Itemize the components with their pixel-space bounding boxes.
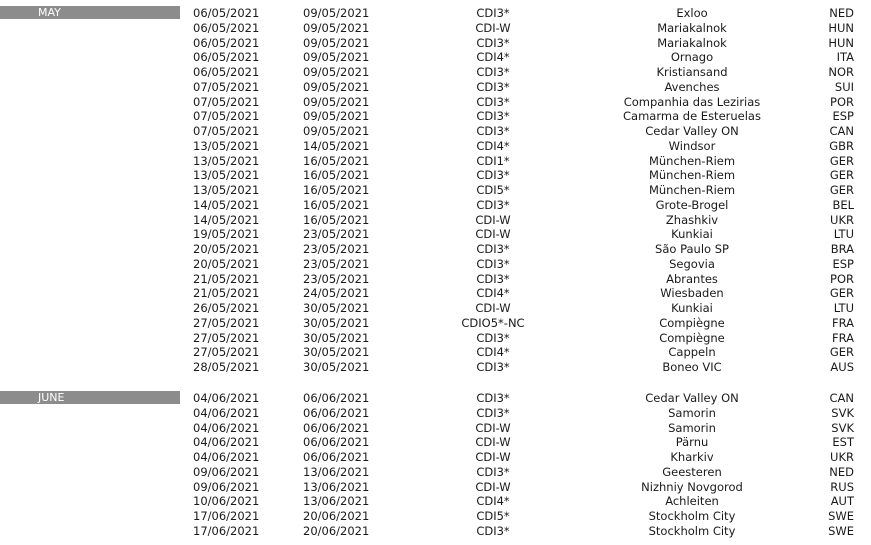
- event-start-date: 04/06/2021: [193, 435, 260, 450]
- event-category: CDI4*: [476, 50, 510, 65]
- event-category: CDI3*: [476, 109, 510, 124]
- event-start-date: 20/05/2021: [193, 242, 260, 256]
- event-row: [0, 286, 871, 301]
- event-end-date: 06/06/2021: [303, 405, 370, 420]
- event-row: [0, 242, 871, 257]
- event-list-june: [0, 391, 871, 539]
- event-row: [0, 183, 871, 198]
- event-start-date: 21/05/2021: [193, 286, 260, 301]
- event-venue: Achleiten: [665, 494, 719, 509]
- event-end-date: 20/06/2021: [303, 523, 370, 538]
- event-category: CDI5*: [476, 509, 510, 523]
- event-venue: Companhia das Lezirias: [623, 94, 761, 109]
- event-end-date: 09/05/2021: [303, 65, 370, 79]
- event-end-date: 06/06/2021: [303, 420, 370, 435]
- event-row: [0, 465, 871, 480]
- event-venue: Windsor: [668, 138, 716, 153]
- event-category: CDI4*: [476, 138, 510, 153]
- event-category: CDI3*: [476, 6, 510, 20]
- event-category: CDI-W: [475, 227, 511, 242]
- event-end-date: 30/05/2021: [303, 360, 370, 374]
- event-nation: HUN: [828, 20, 854, 35]
- event-category: CDIO5*-NC: [461, 315, 525, 330]
- event-row: [0, 331, 871, 346]
- event-venue: Cedar Valley ON: [645, 391, 739, 405]
- event-venue: Mariakalnok: [657, 35, 727, 50]
- event-venue: Grote-Brogel: [655, 197, 729, 212]
- event-row: [0, 213, 871, 228]
- event-venue: Samorin: [668, 420, 716, 435]
- event-row: [0, 480, 871, 495]
- event-nation: RUS: [830, 479, 854, 494]
- event-start-date: 14/05/2021: [193, 197, 260, 212]
- event-venue: Wiesbaden: [660, 286, 724, 301]
- event-nation: POR: [830, 271, 854, 286]
- event-end-date: 09/05/2021: [303, 20, 370, 35]
- event-nation: ESP: [832, 109, 854, 124]
- event-end-date: 06/06/2021: [303, 391, 370, 405]
- event-category: CDI3*: [476, 256, 510, 271]
- event-nation: ESP: [832, 256, 854, 271]
- event-start-date: 09/06/2021: [193, 479, 260, 494]
- event-list-may: [0, 6, 871, 375]
- event-nation: LTU: [833, 301, 854, 315]
- event-venue: München-Riem: [648, 183, 736, 197]
- event-start-date: 06/05/2021: [193, 6, 260, 20]
- event-category: CDI3*: [476, 94, 510, 109]
- event-start-date: 13/05/2021: [193, 138, 260, 153]
- event-venue: Kunkiai: [671, 301, 713, 315]
- event-nation: AUT: [830, 494, 854, 509]
- event-end-date: 14/05/2021: [303, 138, 370, 153]
- event-start-date: 06/05/2021: [193, 65, 260, 79]
- event-start-date: 09/06/2021: [193, 464, 260, 479]
- event-end-date: 30/05/2021: [303, 330, 370, 345]
- event-nation: POR: [830, 94, 854, 109]
- event-end-date: 09/05/2021: [303, 124, 370, 138]
- event-row: [0, 109, 871, 124]
- event-category: CDI3*: [476, 242, 510, 256]
- event-end-date: 23/05/2021: [303, 271, 370, 286]
- event-nation: NED: [829, 464, 854, 479]
- event-row: [0, 272, 871, 287]
- event-nation: AUS: [830, 360, 854, 374]
- event-nation: SWE: [828, 509, 854, 523]
- event-row: [0, 227, 871, 242]
- event-row: [0, 450, 871, 465]
- event-venue: Zhashkiv: [665, 212, 719, 227]
- event-row: [0, 65, 871, 80]
- event-start-date: 13/05/2021: [193, 153, 260, 168]
- event-category: CDI3*: [476, 360, 510, 374]
- event-row: [0, 198, 871, 213]
- event-category: CDI-W: [475, 435, 511, 450]
- event-row: [0, 154, 871, 169]
- event-nation: GER: [829, 153, 854, 168]
- event-nation: UKR: [830, 212, 854, 227]
- event-row: [0, 257, 871, 272]
- event-row: [0, 80, 871, 95]
- event-nation: GER: [829, 345, 854, 360]
- event-venue: Mariakalnok: [657, 20, 727, 35]
- event-row: [0, 421, 871, 436]
- event-end-date: 09/05/2021: [303, 50, 370, 65]
- event-start-date: 07/05/2021: [193, 109, 260, 124]
- event-category: CDI3*: [476, 523, 510, 538]
- event-category: CDI3*: [476, 391, 510, 405]
- event-category: CDI3*: [476, 330, 510, 345]
- event-end-date: 16/05/2021: [303, 212, 370, 227]
- event-row: [0, 524, 871, 539]
- event-category: CDI-W: [475, 479, 511, 494]
- event-row: [0, 360, 871, 375]
- event-end-date: 09/05/2021: [303, 79, 370, 94]
- event-start-date: 21/05/2021: [193, 271, 260, 286]
- event-end-date: 24/05/2021: [303, 286, 370, 301]
- event-venue: Stockholm City: [648, 509, 736, 523]
- event-row: [0, 391, 871, 406]
- event-nation: NOR: [828, 65, 854, 79]
- event-venue: Compiègne: [659, 330, 725, 345]
- event-venue: Segovia: [669, 256, 715, 271]
- event-end-date: 06/06/2021: [303, 435, 370, 450]
- event-nation: NED: [829, 6, 854, 20]
- event-end-date: 16/05/2021: [303, 168, 370, 183]
- month-label: JUNE: [38, 391, 65, 404]
- event-nation: ITA: [836, 50, 854, 65]
- event-venue: Cappeln: [668, 345, 716, 360]
- event-row: [0, 345, 871, 360]
- event-venue: München-Riem: [648, 168, 736, 183]
- event-row: [0, 406, 871, 421]
- event-start-date: 06/05/2021: [193, 50, 260, 65]
- event-venue: Stockholm City: [648, 523, 736, 538]
- event-venue: München-Riem: [648, 153, 736, 168]
- event-row: [0, 139, 871, 154]
- event-end-date: 23/05/2021: [303, 227, 370, 242]
- event-start-date: 13/05/2021: [193, 183, 260, 197]
- event-category: CDI-W: [475, 420, 511, 435]
- event-nation: GER: [829, 286, 854, 301]
- event-start-date: 04/06/2021: [193, 405, 260, 420]
- event-venue: Compiègne: [659, 315, 725, 330]
- event-end-date: 23/05/2021: [303, 242, 370, 256]
- event-end-date: 16/05/2021: [303, 153, 370, 168]
- event-start-date: 10/06/2021: [193, 494, 260, 509]
- event-nation: SWE: [828, 523, 854, 538]
- event-row: [0, 36, 871, 51]
- event-nation: SVK: [831, 420, 854, 435]
- event-venue: Kunkiai: [671, 227, 713, 242]
- event-end-date: 30/05/2021: [303, 301, 370, 315]
- event-category: CDI3*: [476, 65, 510, 79]
- event-end-date: 16/05/2021: [303, 183, 370, 197]
- event-row: [0, 168, 871, 183]
- month-label: MAY: [38, 6, 61, 19]
- event-start-date: 27/05/2021: [193, 315, 260, 330]
- event-category: CDI3*: [476, 271, 510, 286]
- event-end-date: 13/06/2021: [303, 479, 370, 494]
- event-category: CDI1*: [476, 153, 510, 168]
- event-row: [0, 124, 871, 139]
- event-venue: Geesteren: [662, 464, 722, 479]
- event-venue: Boneo VIC: [662, 360, 722, 374]
- event-nation: GER: [829, 168, 854, 183]
- event-venue: Samorin: [668, 405, 716, 420]
- event-nation: UKR: [830, 450, 854, 464]
- event-start-date: 17/06/2021: [193, 523, 260, 538]
- event-nation: EST: [832, 435, 854, 450]
- event-nation: BRA: [830, 242, 854, 256]
- event-category: CDI3*: [476, 168, 510, 183]
- event-start-date: 14/05/2021: [193, 212, 260, 227]
- event-nation: FRA: [831, 330, 854, 345]
- event-category: CDI4*: [476, 286, 510, 301]
- event-category: CDI4*: [476, 494, 510, 509]
- event-start-date: 06/05/2021: [193, 35, 260, 50]
- event-row: [0, 95, 871, 110]
- event-end-date: 06/06/2021: [303, 450, 370, 464]
- event-start-date: 06/05/2021: [193, 20, 260, 35]
- event-row: [0, 509, 871, 524]
- event-end-date: 20/06/2021: [303, 509, 370, 523]
- event-start-date: 07/05/2021: [193, 94, 260, 109]
- event-category: CDI-W: [475, 450, 511, 464]
- event-end-date: 09/05/2021: [303, 94, 370, 109]
- event-venue: Exloo: [676, 6, 708, 20]
- event-row: [0, 50, 871, 65]
- event-start-date: 07/05/2021: [193, 124, 260, 138]
- event-start-date: 27/05/2021: [193, 330, 260, 345]
- event-start-date: 07/05/2021: [193, 79, 260, 94]
- event-category: CDI3*: [476, 35, 510, 50]
- event-start-date: 20/05/2021: [193, 256, 260, 271]
- event-venue: Avenches: [664, 79, 720, 94]
- event-category: CDI-W: [475, 20, 511, 35]
- event-start-date: 17/06/2021: [193, 509, 260, 523]
- event-venue: Ornago: [670, 50, 714, 65]
- event-category: CDI3*: [476, 464, 510, 479]
- event-venue: Camarma de Esteruelas: [623, 109, 761, 124]
- event-row: [0, 494, 871, 509]
- event-nation: FRA: [831, 315, 854, 330]
- event-nation: CAN: [829, 391, 854, 405]
- event-category: CDI-W: [475, 301, 511, 315]
- event-venue: Nizhniy Novgorod: [641, 479, 743, 494]
- event-start-date: 04/06/2021: [193, 420, 260, 435]
- event-start-date: 04/06/2021: [193, 391, 260, 405]
- event-start-date: 04/06/2021: [193, 450, 260, 464]
- event-row: [0, 301, 871, 316]
- event-venue: Kristiansand: [656, 65, 728, 79]
- event-category: CDI3*: [476, 197, 510, 212]
- event-row: [0, 316, 871, 331]
- event-category: CDI4*: [476, 345, 510, 360]
- event-category: CDI5*: [476, 183, 510, 197]
- event-venue: Cedar Valley ON: [645, 124, 739, 138]
- event-row: [0, 6, 871, 21]
- event-nation: HUN: [828, 35, 854, 50]
- event-end-date: 30/05/2021: [303, 315, 370, 330]
- event-nation: SUI: [834, 79, 854, 94]
- event-nation: GBR: [829, 138, 854, 153]
- event-nation: SVK: [831, 405, 854, 420]
- event-category: CDI-W: [475, 212, 511, 227]
- event-start-date: 13/05/2021: [193, 168, 260, 183]
- event-start-date: 28/05/2021: [193, 360, 260, 374]
- event-row: [0, 435, 871, 450]
- event-nation: CAN: [829, 124, 854, 138]
- event-nation: BEL: [832, 197, 854, 212]
- event-venue: Kharkiv: [670, 450, 714, 464]
- event-end-date: 09/05/2021: [303, 35, 370, 50]
- event-row: [0, 21, 871, 36]
- event-nation: LTU: [833, 227, 854, 242]
- event-end-date: 13/06/2021: [303, 494, 370, 509]
- event-end-date: 30/05/2021: [303, 345, 370, 360]
- event-end-date: 09/05/2021: [303, 109, 370, 124]
- event-category: CDI3*: [476, 79, 510, 94]
- event-venue: Pärnu: [675, 435, 709, 450]
- event-nation: GER: [829, 183, 854, 197]
- event-end-date: 09/05/2021: [303, 6, 370, 20]
- event-start-date: 27/05/2021: [193, 345, 260, 360]
- event-category: CDI3*: [476, 124, 510, 138]
- event-start-date: 26/05/2021: [193, 301, 260, 315]
- event-end-date: 16/05/2021: [303, 197, 370, 212]
- event-start-date: 19/05/2021: [193, 227, 260, 242]
- event-end-date: 23/05/2021: [303, 256, 370, 271]
- event-category: CDI3*: [476, 405, 510, 420]
- event-end-date: 13/06/2021: [303, 464, 370, 479]
- event-venue: Abrantes: [666, 271, 718, 286]
- event-venue: São Paulo SP: [655, 242, 729, 256]
